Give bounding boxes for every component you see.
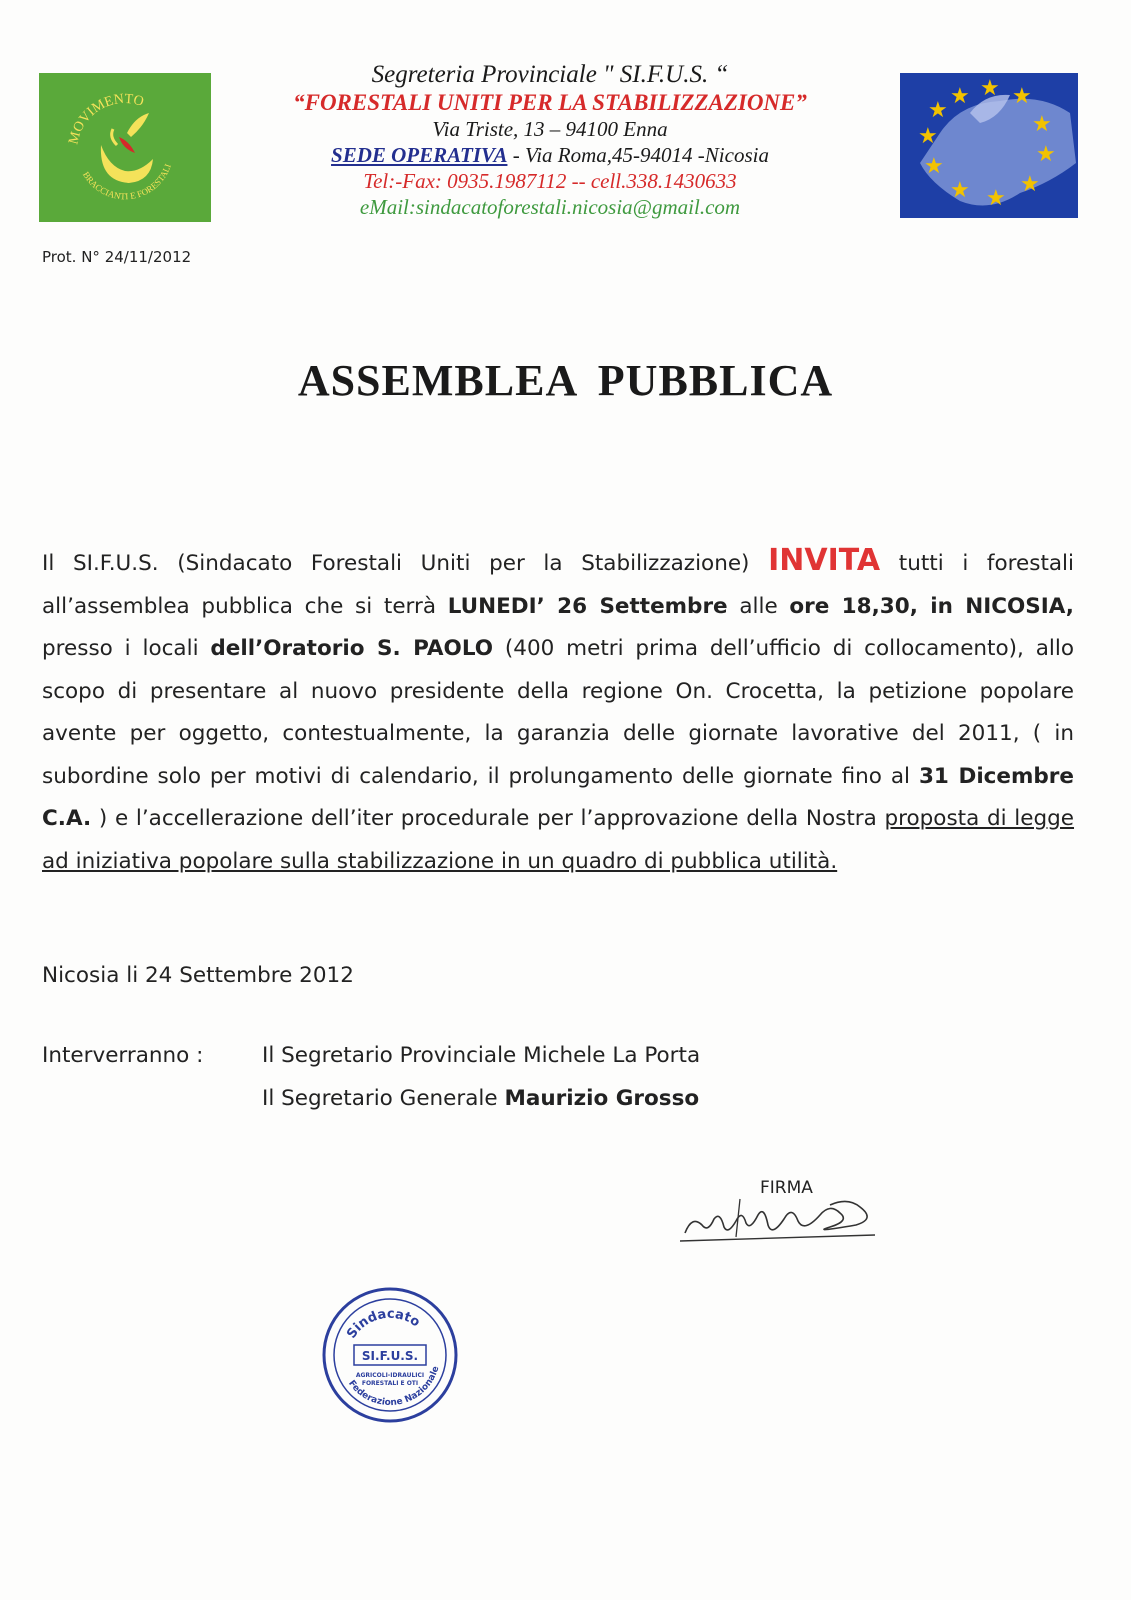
logo-text-top: MOVIMENTO (66, 91, 146, 146)
star-icon: ★ (980, 76, 1000, 101)
movimento-logo (39, 73, 211, 222)
star-icon: ★ (950, 84, 970, 109)
stamp-text-small-2: FORESTALI E OTI (361, 1380, 419, 1387)
body-part-5: (400 metri prima dell’ufficio di collocamento), allo scopo di presentare al nuovo presidente della regione On. Crocetta, la petizione popolare avente per oggetto, contestualmente, la garanzia delle giornate lavorative del 2011, ( in subordine solo per motivi di calendario, il prolungamento delle giornate fino al (42, 636, 1074, 789)
logo-leaf-shape (127, 113, 149, 137)
letterhead-subtitle: “FORESTALI UNITI PER LA STABILIZZAZIONE” (293, 90, 807, 115)
body-part-2: tutti i forestali all’assemblea pubblica che si terrà (42, 551, 1075, 619)
letterhead-title: Segreteria Provinciale " SI.F.U.S. “ (371, 61, 729, 88)
star-icon: ★ (1032, 112, 1052, 137)
speaker-general (262, 1086, 699, 1111)
deadline-date: 31 Dicembre C.A. (42, 763, 1074, 831)
letterhead-sede (230, 142, 870, 168)
signature-label: FIRMA (760, 1178, 813, 1198)
sede-label: SEDE OPERATIVA (331, 143, 508, 167)
speaker-general-role: Il Segretario Generale (262, 1086, 505, 1111)
logo-hand-shape (101, 145, 153, 183)
speaker-general-name: Maurizio Grosso (504, 1086, 700, 1111)
eu-map-graphic (900, 73, 1078, 218)
letterhead-phone: Tel:-Fax: 0935.1987112 -- cell.338.1430633 (363, 169, 737, 193)
stamp-text-small-1: AGRICOLI-IDRAULICI (355, 1372, 425, 1379)
star-icon: ★ (928, 98, 948, 123)
speaker-provincial: Il Segretario Provinciale Michele La Porta (262, 1043, 701, 1068)
stamp-text-bottom: Federazione Nazionale (346, 1365, 442, 1409)
meeting-venue: dell’Oratorio S. PAOLO (210, 636, 494, 661)
body-part-4: presso i locali (42, 636, 211, 661)
invita-emphasis: INVITA (768, 543, 881, 578)
letterhead-address: Via Triste, 13 – 94100 Enna (432, 117, 668, 141)
document-title: ASSEMBLEA PUBBLICA (297, 356, 834, 405)
star-icon: ★ (986, 186, 1006, 211)
star-icon: ★ (1036, 142, 1056, 167)
body-intro: Il SI.F.U.S. (Sindacato Forestali Uniti per la Stabilizzazione) (42, 551, 769, 576)
star-icon: ★ (924, 154, 944, 179)
union-stamp (320, 1285, 460, 1425)
body-part-3: alle (727, 593, 790, 619)
sede-address: - Via Roma,45-94014 -Nicosia (507, 143, 769, 167)
star-icon: ★ (950, 178, 970, 203)
logo-text-bottom: BRACCIANTI E FORESTALI (80, 162, 173, 202)
stamp-text-center: SI.F.U.S. (361, 1349, 419, 1363)
body-paragraph (42, 540, 1074, 883)
movimento-logo-graphic (39, 73, 211, 222)
protocol-number: Prot. N° 24/11/2012 (42, 248, 192, 266)
meeting-time-place: ore 18,30, in NICOSIA, (789, 593, 1074, 619)
logo-flame-shape (119, 137, 135, 153)
document-date: Nicosia li 24 Settembre 2012 (42, 963, 354, 988)
stamp-text-top: Sindacato (344, 1306, 423, 1342)
star-icon: ★ (1012, 84, 1032, 109)
body-part-6: ) e l’accellerazione dell’iter procedurale per l’approvazione della Nostra (91, 806, 885, 831)
law-proposal: proposta di legge ad iniziativa popolare sulla stabilizzazione in un quadro di pubblica utilità. (42, 806, 1075, 874)
eu-map-logo (900, 73, 1078, 218)
letterhead-email: eMail:sindacatoforestali.nicosia@gmail.com (359, 195, 741, 219)
star-icon: ★ (1020, 172, 1040, 197)
letterhead (230, 60, 870, 220)
meeting-date: LUNEDI’ 26 Settembre (447, 593, 728, 619)
speakers-label: Interverranno : (42, 1043, 204, 1068)
star-icon: ★ (918, 124, 938, 149)
